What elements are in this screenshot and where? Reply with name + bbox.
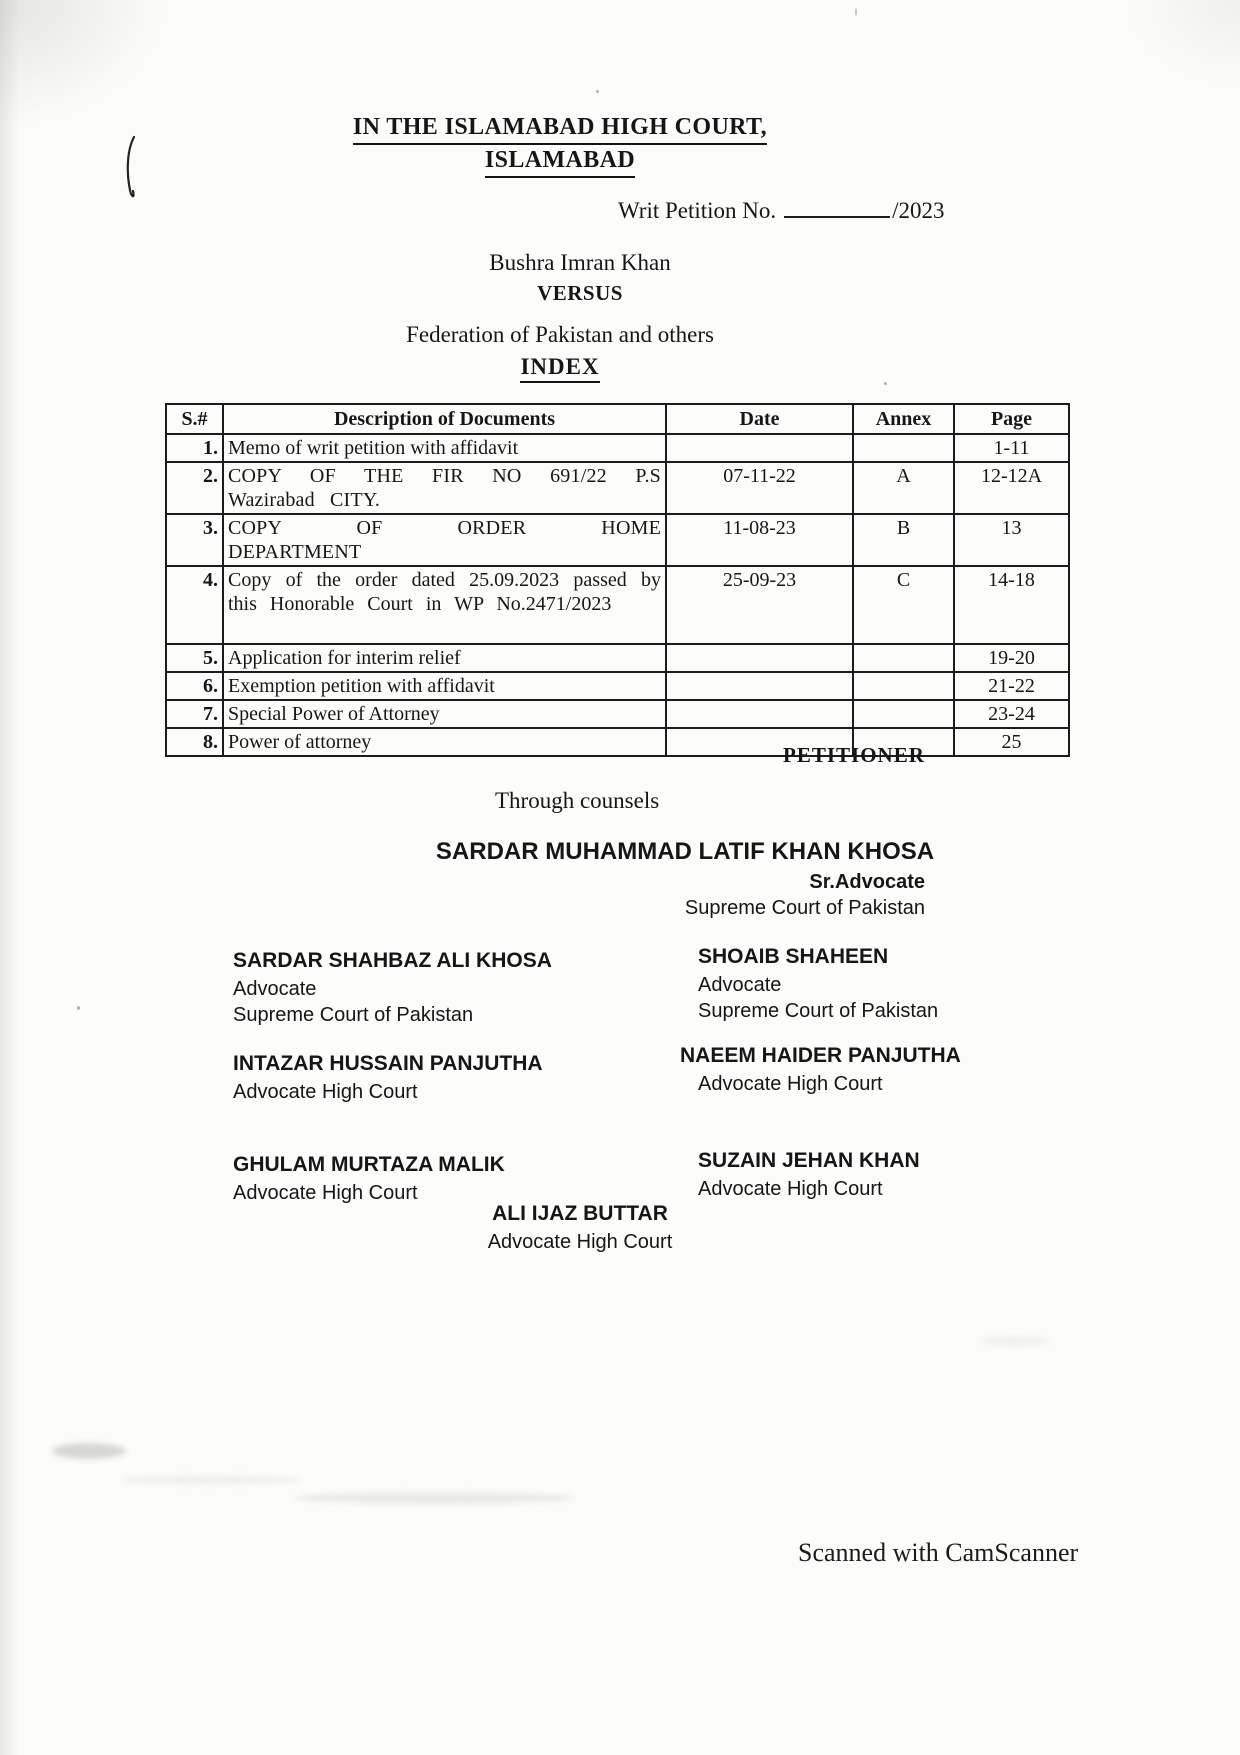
court-heading [200,112,920,178]
counsel-block [430,1201,730,1255]
table-row [166,566,1069,644]
cell-description: COPY OF ORDER HOME DEPARTMENT [223,514,666,566]
court-name: IN THE ISLAMABAD HIGH COURT, [353,112,767,145]
scan-smudge [295,1492,575,1504]
counsel-line: Advocate High Court [698,1073,883,1095]
cell-annex [853,672,954,700]
counsel-line: Advocate High Court [233,1182,418,1204]
cell-sno: 7. [166,700,223,728]
table-row [166,672,1069,700]
cell-sno: 5. [166,644,223,672]
scan-speck [855,8,857,16]
cell-sno: 4. [166,566,223,644]
counsel-line: Advocate [698,974,782,996]
table-row [166,728,1069,756]
col-header-annex: Annex [853,404,954,434]
petition-number-blank [784,198,890,218]
counsel-line: Advocate High Court [698,1178,883,1200]
cell-annex: A [853,462,954,514]
counsel-block [680,1043,961,1097]
counsel-name: ALI IJAZ BUTTAR [492,1202,668,1225]
cell-description: Power of attorney [223,728,666,756]
cell-sno: 8. [166,728,223,756]
lead-counsel-name: SARDAR MUHAMMAD LATIF KHAN KHOSA [435,838,935,865]
petitioner-name: Bushra Imran Khan [489,250,671,275]
counsel-name: INTAZAR HUSSAIN PANJUTHA [233,1052,543,1075]
cell-sno: 1. [166,434,223,462]
col-header-description: Description of Documents [223,404,666,434]
col-header-sno: S.# [166,404,223,434]
lead-counsel-title: Sr.Advocate [809,871,925,893]
table-row [166,434,1069,462]
counsel-line: Supreme Court of Pakistan [698,1000,939,1022]
cell-sno: 2. [166,462,223,514]
cell-date: 07-11-22 [666,462,853,514]
cell-page: 23-24 [954,700,1069,728]
cell-date [666,644,853,672]
counsel-line: Advocate High Court [487,1231,673,1253]
cell-date [666,700,853,728]
cell-annex [853,700,954,728]
petition-year: /2023 [892,198,945,223]
cell-annex [853,644,954,672]
table-row [166,514,1069,566]
cell-description: Memo of writ petition with affidavit [223,434,666,462]
cell-description: Application for interim relief [223,644,666,672]
counsel-name: SHOAIB SHAHEEN [698,945,889,968]
table-header-row [166,404,1069,434]
camscanner-watermark: Scanned with CamScanner [798,1538,1079,1567]
cell-annex: C [853,566,954,644]
court-city: ISLAMABAD [485,145,635,178]
scan-smudge [980,1336,1050,1346]
index-title: INDEX [200,354,920,383]
cell-date: 25-09-23 [666,566,853,644]
cell-description: COPY OF THE FIR NO 691/22 P.S Wazirabad CITY. [223,462,666,514]
respondent-name: Federation of Pakistan and others [406,322,714,347]
index-table [165,403,1070,757]
counsel-block [698,1148,920,1202]
cell-page: 21-22 [954,672,1069,700]
cell-annex: B [853,514,954,566]
cell-page: 13 [954,514,1069,566]
cell-page: 14-18 [954,566,1069,644]
through-counsels: Through counsels [495,788,660,813]
cell-page: 19-20 [954,644,1069,672]
cell-annex [853,434,954,462]
scan-edge-shadow [0,0,20,1755]
scan-speck [77,1006,80,1010]
petition-number-line [618,198,945,224]
counsel-block [233,1152,505,1206]
counsel-block [233,948,552,1028]
counsel-name: SUZAIN JEHAN KHAN [698,1149,920,1172]
pen-mark [120,134,146,210]
cell-description: Special Power of Attorney [223,700,666,728]
parties [220,250,940,306]
counsel-block [233,1051,543,1105]
cell-page: 12-12A [954,462,1069,514]
col-header-date: Date [666,404,853,434]
cell-page: 25 [954,728,1069,756]
cell-page: 1-11 [954,434,1069,462]
scan-corner-shadow-right [1120,0,1240,90]
table-row [166,700,1069,728]
cell-date [666,434,853,462]
counsel-name: NAEEM HAIDER PANJUTHA [680,1044,961,1067]
scan-speck [596,90,599,93]
cell-date [666,672,853,700]
petitioner-label: PETITIONER [783,743,925,767]
scan-smudge [52,1443,126,1459]
table-row [166,644,1069,672]
table-row [166,462,1069,514]
petition-number-label: Writ Petition No. [618,198,777,223]
versus-label: VERSUS [537,281,623,305]
cell-description: Exemption petition with affidavit [223,672,666,700]
counsel-block [698,944,938,1024]
lead-counsel-court: Supreme Court of Pakistan [684,897,925,919]
counsel-line: Advocate High Court [233,1081,418,1103]
cell-sno: 6. [166,672,223,700]
counsel-name: SARDAR SHAHBAZ ALI KHOSA [233,949,552,972]
cell-date: 11-08-23 [666,514,853,566]
counsel-line: Advocate [233,978,317,1000]
cell-sno: 3. [166,514,223,566]
counsel-name: GHULAM MURTAZA MALIK [233,1153,505,1176]
cell-description: Copy of the order dated 25.09.2023 passed by this Honorable Court in WP No.2471/2023 [223,566,666,644]
scan-smudge [120,1475,300,1485]
scan-corner-shadow-left [0,0,170,130]
counsel-line: Supreme Court of Pakistan [233,1004,474,1026]
col-header-page: Page [954,404,1069,434]
